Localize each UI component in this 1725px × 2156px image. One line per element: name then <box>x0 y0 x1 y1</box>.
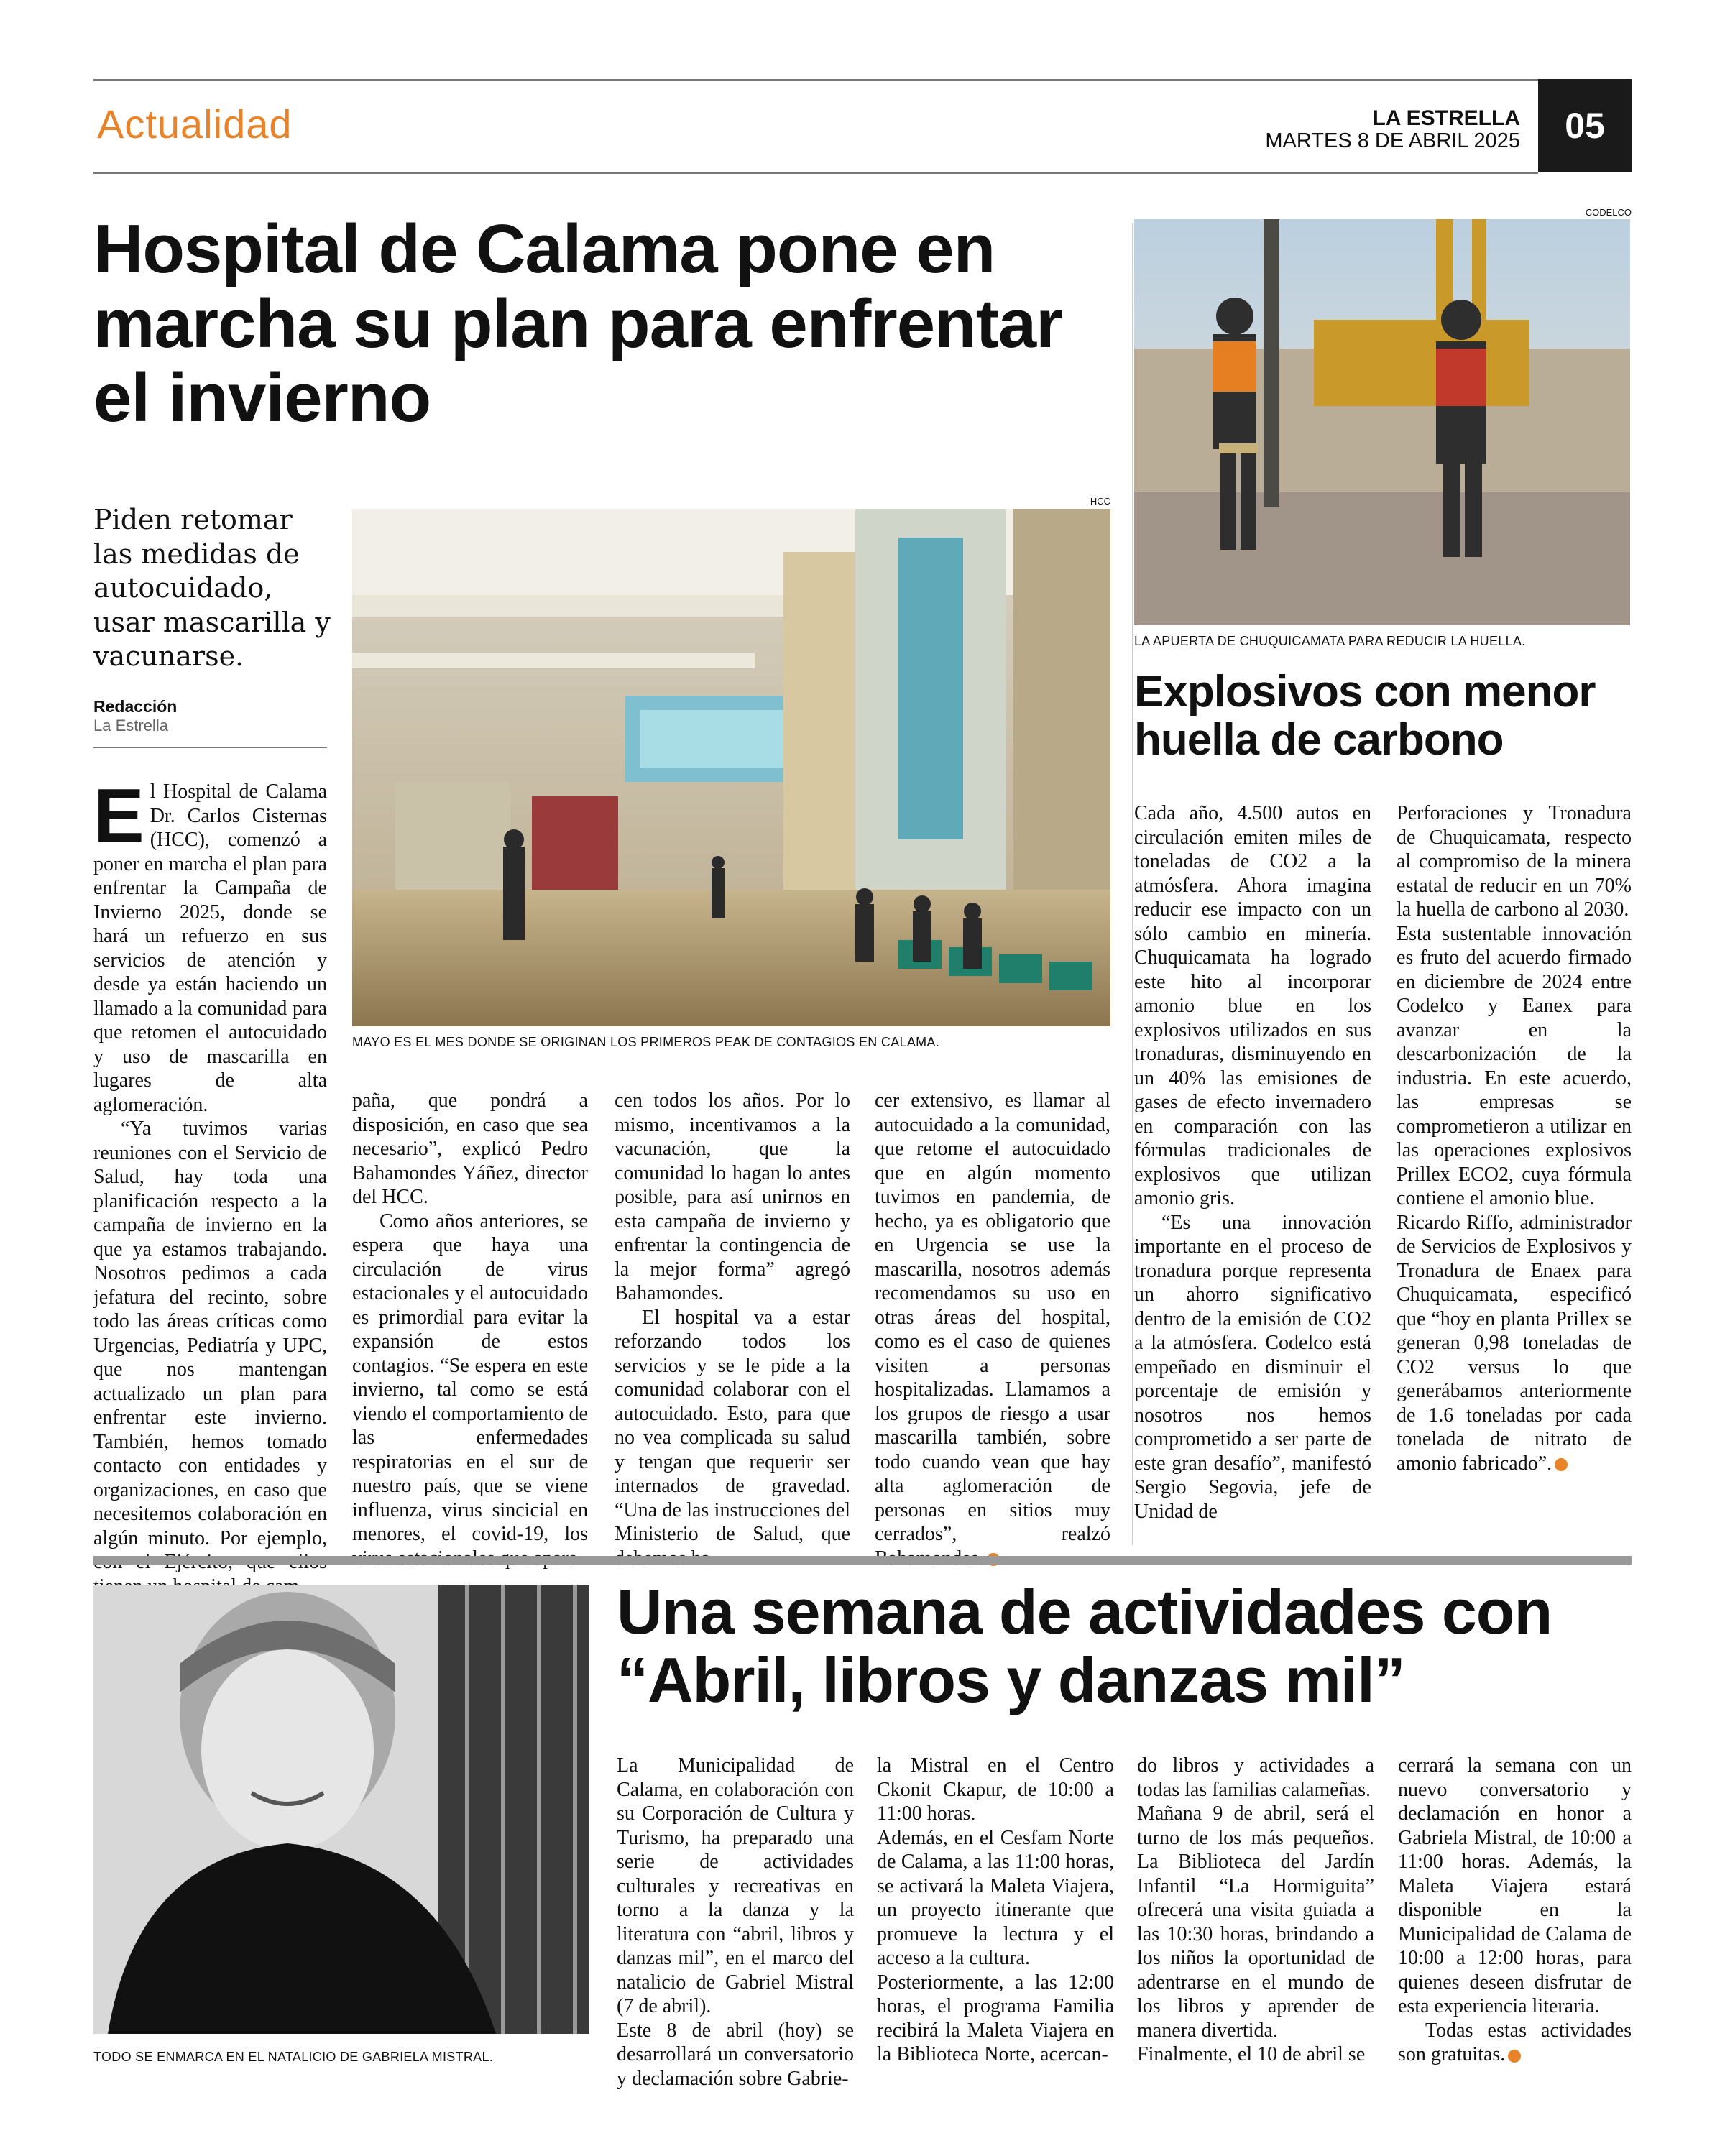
issue-date: MARTES 8 DE ABRIL 2025 <box>1265 129 1520 152</box>
article2-col1a-text: Cada año, 4.500 autos en circulación emiten miles de toneladas de CO2 a la atmósfera. Ahora imagina reducir ese impacto con un sólo cambio en minería. Chuquicamata ha logrado este hito al incorporar amonio blue en los explosivos utilizados en sus tronaduras, disminuyendo en un 40% las emisiones de gases de efecto invernadero en comparación con las fórmulas tradicionales de explosivos que utilizan amonio gris. <box>1134 802 1371 1210</box>
article1-col3b-text: El hospital va a estar reforzando todos los servicios y se le pide a la comunidad colaborar con el autocuidado. Esto, para que no vea complicada su salud y tengan que requerir ser internados de gravedad. “Una de las instrucciones del Ministerio de Salud, que <box>615 1306 850 1545</box>
article3-headline: Una semana de actividades con “Abril, libros y danzas mil” <box>617 1576 1552 1716</box>
article3-col4b-text: Todas estas actividades son gratuitas. <box>1398 2019 1632 2065</box>
article2-col2a-text: Perforaciones y Tronadura de Chuquicamata, respecto al compromiso de la minera estatal de reducir en un 70% la huella de carbono al 2030. <box>1397 802 1632 921</box>
article3-column-4 <box>1398 1754 1632 2077</box>
article1-col1b-text: “Ya tuvimos varias reuniones con el Servicio de Salud, hay toda una planificación respecto a la campaña de invierno en la que ya estamos trabajando. Nosotros pedimos a cada jefatura del recinto, sobre todo las áreas críticas como Urgencias, Pediatría y UPC, que nos mantengan actualizado un plan para enfrentar este invierno. También, hemos tomado contacto con entidades y organizaciones, en caso que necesitemos colaboración en algún minuto. Por ejemplo, <box>93 1118 327 1549</box>
article1-deck: Piden retomar las medidas de autocuidado, usar mascarilla y vacunarse. <box>93 504 331 672</box>
article1-column-3 <box>615 1089 850 1545</box>
header-top-rule <box>93 79 1632 81</box>
article1-headline: Hospital de Calama pone en marcha su plan para enfrentar el invierno <box>93 211 1062 437</box>
article1-photo-credit: HCC <box>1090 496 1110 507</box>
article1-col4a-text: cer extensivo, es llamar al autocuidado a la comunidad, que retome el autocuidado que en algún momento tuvimos en pandemia, de hecho, ya es obligatorio que en Urgencia se use la mascarilla, nosotros además recomendamos su uso en otras áreas del hospital, como es el caso de quienes visiten a personas hospitalizadas. Llamamos a los grupos de riesgo a usar mascarilla también, sobre todo cuando vean que hay alta aglomeración de personas en sitios muy cerrados”, realzó <box>875 1089 1110 1545</box>
article3-column-3 <box>1137 1754 1374 2077</box>
article3-column-1 <box>617 1754 854 2090</box>
article1-col2a-text: paña, que pondrá a disposición, en caso que sea necesario”, explicó Pedro Bahamondes Yáñez, director del HCC. <box>352 1089 588 1208</box>
byline-org: La Estrella <box>93 717 168 734</box>
newspaper-name: LA ESTRELLA <box>1372 106 1520 130</box>
article3-col2b-text: Además, en el Cesfam Norte de Calama, a las 11:00 horas, se activará la Maleta Viajera, un proyecto itinerante que promueve la lectura y el acceso a la cultura. <box>877 1826 1114 1969</box>
end-mark-icon <box>1555 1458 1568 1471</box>
article3-col2c-text: Posteriormente, a las 12:00 horas, el programa Familia recibirá la Maleta Viajera en la Biblioteca Norte, acercan- <box>877 1971 1114 2065</box>
hospital-photo <box>352 509 1110 1026</box>
byline-rule <box>93 747 327 748</box>
article1-col2b-text: Como años anteriores, se espera que haya una circulación de virus estacionales y el autocuidado es primordial para evitar la expansión de estos contagios. “Se espera en este invierno, tal como se está viendo el comportamiento de las enfermedades respiratorias en el sur de nuestro país, que se viene influenza, virus sincicial en menores, el covid-19, los <box>352 1210 588 1545</box>
article3-col4a-text: cerrará la semana con un nuevo conversatorio y declamación en honor a Gabriela Mistral, de 10:00 a 11:00 horas. Además, la Maleta Viajera estará disponible en la Municipalidad de Calama de 10:00 a 12:00 horas, para quienes deseen disfrutar de esta experiencia literaria. <box>1398 1754 1632 2017</box>
article1-byline <box>93 697 331 735</box>
byline-name: Redacción <box>93 697 178 716</box>
article3-col1a-text: La Municipalidad de Calama, en colaboración con su Corporación de Cultura y Turismo, ha preparado una serie de actividades culturales y recreativas en torno a la danza y la literatura con “abril, libros y danzas mil”, en el marco del natalicio de Gabriel Mistral (7 de abril). <box>617 1754 854 2017</box>
article1-col3a-text: cen todos los años. Por lo mismo, incentivamos a la vacunación, que la comunidad lo hagan lo antes posible, para así unirnos en esta campaña de invierno y enfrentar la contingencia de la mejor forma” agregó Bahamondes. <box>615 1089 850 1304</box>
gabriela-mistral-photo <box>93 1585 589 2034</box>
mining-photo <box>1134 219 1630 625</box>
article1-column-2 <box>352 1089 588 1545</box>
article3-col3a-text: do libros y actividades a todas las familias calameñas. <box>1137 1754 1374 1801</box>
article3-column-2 <box>877 1754 1114 2077</box>
column-divider <box>1132 223 1133 1545</box>
page-number: 05 <box>1538 79 1632 172</box>
article1-photo-caption: MAYO ES EL MES DONDE SE ORIGINAN LOS PRIMEROS PEAK DE CONTAGIOS EN CALAMA. <box>352 1035 940 1049</box>
article2-headline: Explosivos con menor huella de carbono <box>1134 667 1596 765</box>
article3-col3b-text: Mañana 9 de abril, será el turno de los más pequeños. La Biblioteca del Jardín Infantil “La Hormiguita” ofrecerá una visita guiada a las 10:30 horas, brindando a los niños la oportunidad de adentrarse en el mundo de los libros y aprender de manera divertida. <box>1137 1802 1374 2042</box>
section-label: Actualidad <box>97 101 293 147</box>
article3-photo-caption: TODO SE ENMARCA EN EL NATALICIO DE GABRIELA MISTRAL. <box>93 2050 494 2064</box>
header-bottom-rule <box>93 172 1538 174</box>
article3-col3c-text: Finalmente, el 10 de abril se <box>1137 2043 1366 2065</box>
article1-column-4 <box>875 1089 1110 1545</box>
article3-col2a-text: la Mistral en el Centro Ckonit Ckapur, de 10:00 a 11:00 horas. <box>877 1754 1114 1825</box>
section-separator <box>93 1556 1632 1565</box>
article2-photo-caption: LA APUERTA DE CHUQUICAMATA PARA REDUCIR LA HUELLA. <box>1134 634 1526 648</box>
article2-photo-credit: CODELCO <box>1585 207 1632 218</box>
article2-col2c-text: Ricardo Riffo, administrador de Servicios de Explosivos y Tronadura de Enaex para Chuquicamata, especificó que “hoy en planta Prillex se generan 0,98 toneladas de CO2 versus lo que generábamos anteriormente de 1.6 toneladas por cada tonelada de nitrato de amonio fabricado”. <box>1397 1211 1632 1475</box>
article1-col1-text: l Hospital de Calama Dr. Carlos Cisternas (HCC), comenzó a poner en marcha el plan para enfrentar la Campaña de Invierno 2025, donde se hará un refuerzo en sus servicios de atención y desde ya están haciendo un llamado a la comunidad para que retomen el autocuidado y uso de mascarilla en lugares de alta aglomeración. <box>93 780 327 1116</box>
article2-col2b-text: Esta sustentable innovación es fruto del acuerdo firmado en diciembre de 2024 entre Codelco y Eanex para avanzar en la descarbonización de la industria. En este acuerdo, las empresas se comprometieron a utilizar en las operaciones explosivos Prillex ECO2, cuya fórmula contiene el amonio blue. <box>1397 922 1632 1210</box>
article3-col1b-text: Este 8 de abril (hoy) se desarrollará un conversatorio y declamación sobre Gabrie- <box>617 2019 854 2090</box>
article2-column-1 <box>1134 801 1371 1542</box>
article1-column-1 <box>93 773 327 1549</box>
end-mark-icon <box>1508 2050 1521 2063</box>
article2-col1b-text: “Es una innovación importante en el proceso de tronadura porque representa un ahorro significativo dentro de la emisión de CO2 a la atmósfera. Codelco está empeñado en disminuir el porcentaje de emisión y nosotros nos hemos comprometido a ser parte de este gran desafío”, manifestó Sergio Segovia, jefe de Unidad de <box>1134 1211 1371 1523</box>
article2-column-2 <box>1397 801 1632 1542</box>
dropcap: E <box>93 773 144 858</box>
